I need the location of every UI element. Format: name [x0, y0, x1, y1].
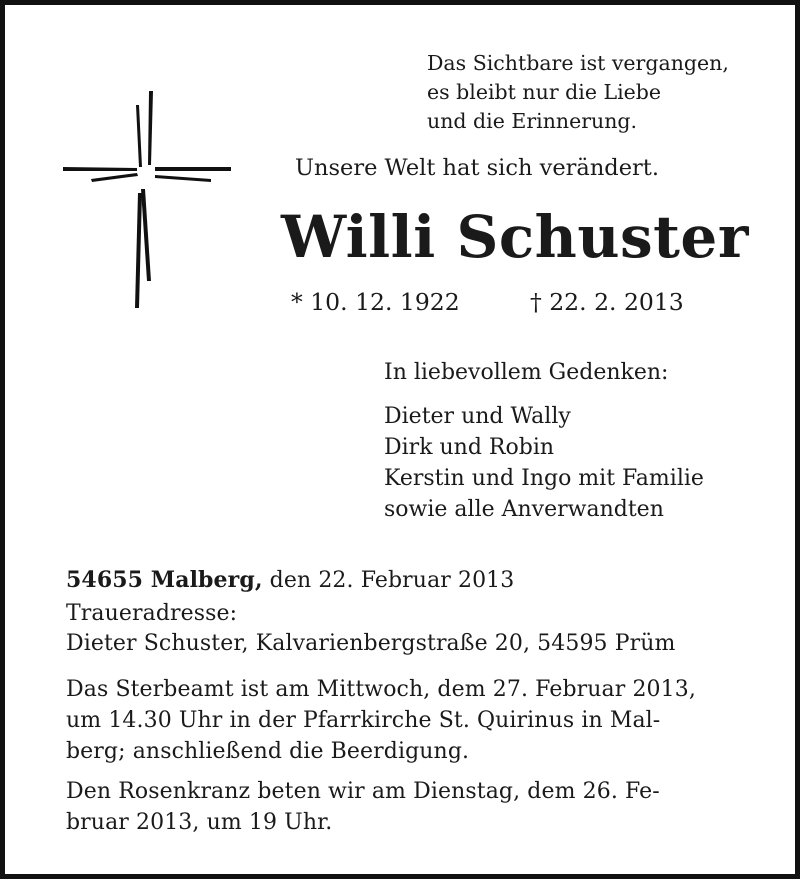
- poem-line: und die Erinnerung.: [427, 109, 638, 133]
- rosary-line: bruar 2013, um 19 Uhr.: [66, 810, 333, 835]
- place: 54655 Malberg,: [66, 567, 263, 593]
- mourning-address: Dieter Schuster, Kalvarienbergstraße 20, 54595 Prüm: [66, 631, 676, 656]
- mourners-list: [384, 401, 704, 525]
- rosary-line: Den Rosenkranz beten wir am Dienstag, dem 26. Fe-: [66, 779, 660, 804]
- poem-line: es bleibt nur die Liebe: [427, 80, 662, 104]
- address-label: Traueradresse:: [66, 601, 238, 626]
- rosary-info: [66, 776, 660, 838]
- intro-line: Unsere Welt hat sich verändert.: [295, 155, 659, 181]
- cross-icon: [55, 85, 245, 315]
- mourner: Kerstin und Ingo mit Familie: [384, 466, 704, 491]
- mass-line: Das Sterbeamt ist am Mittwoch, dem 27. Februar 2013,: [66, 677, 696, 702]
- place-date: [66, 565, 514, 597]
- death-date: † 22. 2. 2013: [530, 288, 684, 316]
- memory-heading: In liebevollem Gedenken:: [384, 360, 669, 385]
- mourner: sowie alle Anverwandten: [384, 497, 664, 522]
- mourner: Dirk und Robin: [384, 435, 555, 460]
- mass-line: um 14.30 Uhr in der Pfarrkirche St. Quirinus in Mal-: [66, 708, 661, 733]
- date: den 22. Februar 2013: [262, 568, 515, 593]
- deceased-name: Willi Schuster: [281, 203, 749, 271]
- birth-date: * 10. 12. 1922: [291, 288, 460, 316]
- mourner: Dieter und Wally: [384, 404, 571, 429]
- mass-line: berg; anschließend die Beerdigung.: [66, 739, 470, 764]
- funeral-mass-info: [66, 674, 696, 767]
- poem-line: Das Sichtbare ist vergangen,: [427, 51, 729, 75]
- poem: [427, 49, 729, 136]
